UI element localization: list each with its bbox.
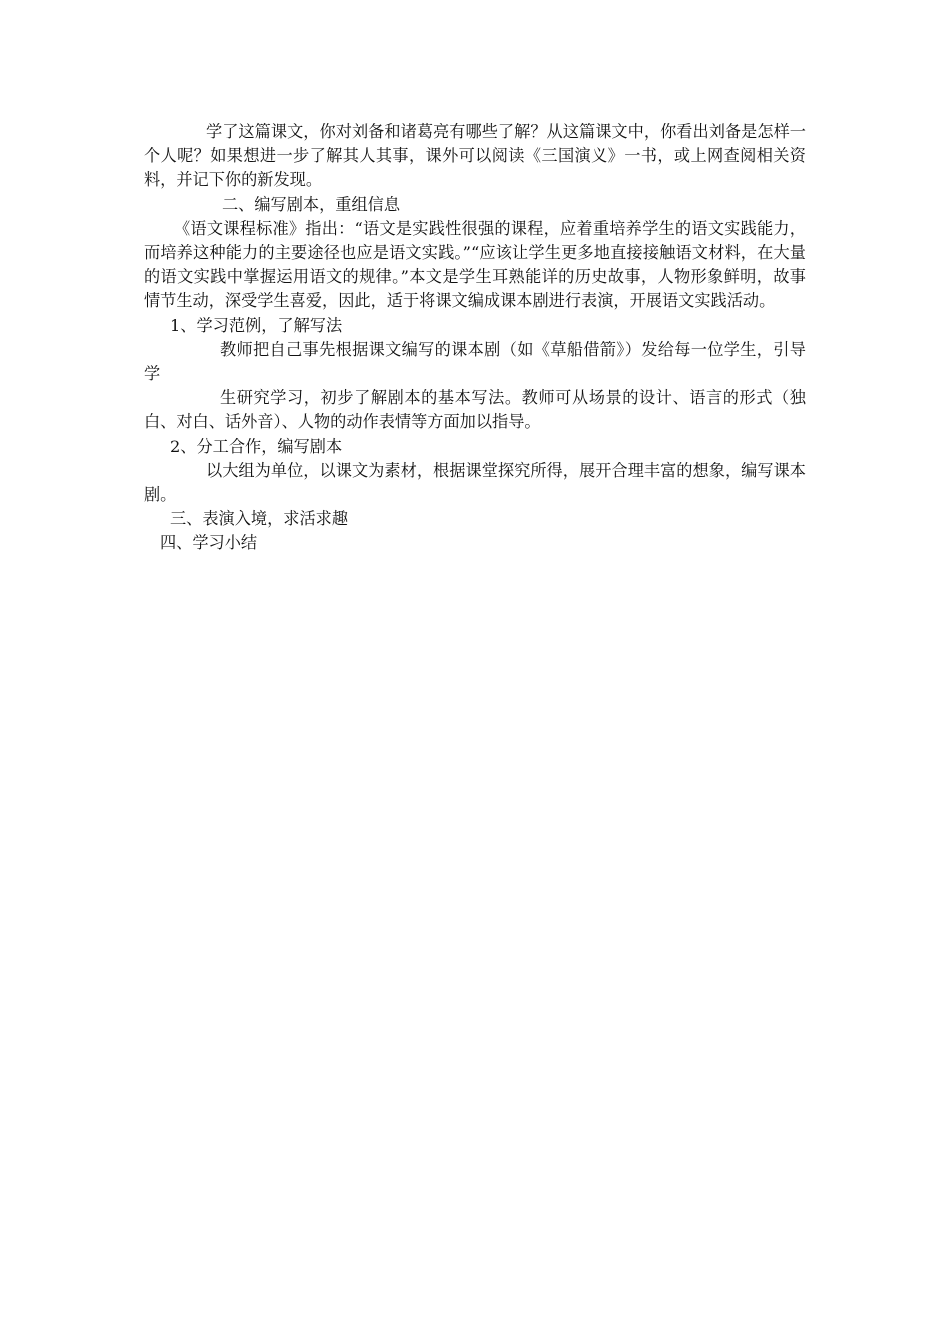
section-heading-3: 三、表演入境，求活求趣 xyxy=(170,509,349,529)
paragraph-student-study: 生研究学习，初步了解剧本的基本写法。教师可从场景的设计、语言的形式（独白、对白、话外音）、人物的动作表情等方面加以指导。 xyxy=(144,388,806,432)
subheading-1: 1、学习范例，了解写法 xyxy=(170,315,343,335)
section-heading-4: 四、学习小结 xyxy=(160,533,258,553)
paragraph-group-work: 以大组为单位，以课文为素材，根据课堂探究所得，展开合理丰富的想象，编写课本剧。 xyxy=(144,460,806,505)
subheading-2: 2、分工合作，编写剧本 xyxy=(170,436,343,456)
paragraph-intro-reflection: 学了这篇课文，你对刘备和诸葛亮有哪些了解？从这篇课文中，你看出刘备是怎样一个人呢？如果想进一步了解其人其事，课外可以阅读《三国演义》一书，或上网查阅相关资料，并记下你的新发现。 xyxy=(144,122,806,190)
paragraph-teacher-example: 教师把自己事先根据课文编写的课本剧（如《草船借箭》）发给每一位学生，引导学 xyxy=(144,339,806,384)
section-heading-2: 二、编写剧本，重组信息 xyxy=(222,194,401,214)
paragraph-curriculum-standard: 《语文课程标准》指出：“语文是实践性很强的课程，应着重培养学生的语文实践能力，而培养这种能力的主要途径也应是语文实践。”“应该让学生更多地直接接触语文材料，在大量的语文实践中掌握运用语文的规律。”本文是学生耳熟能详的历史故事，人物形象鲜明，故事情节生动，深受学生喜爱，因此，适于将课文编成课本剧进行表演，开展语文实践活动。 xyxy=(144,218,806,311)
document-body xyxy=(144,120,806,556)
